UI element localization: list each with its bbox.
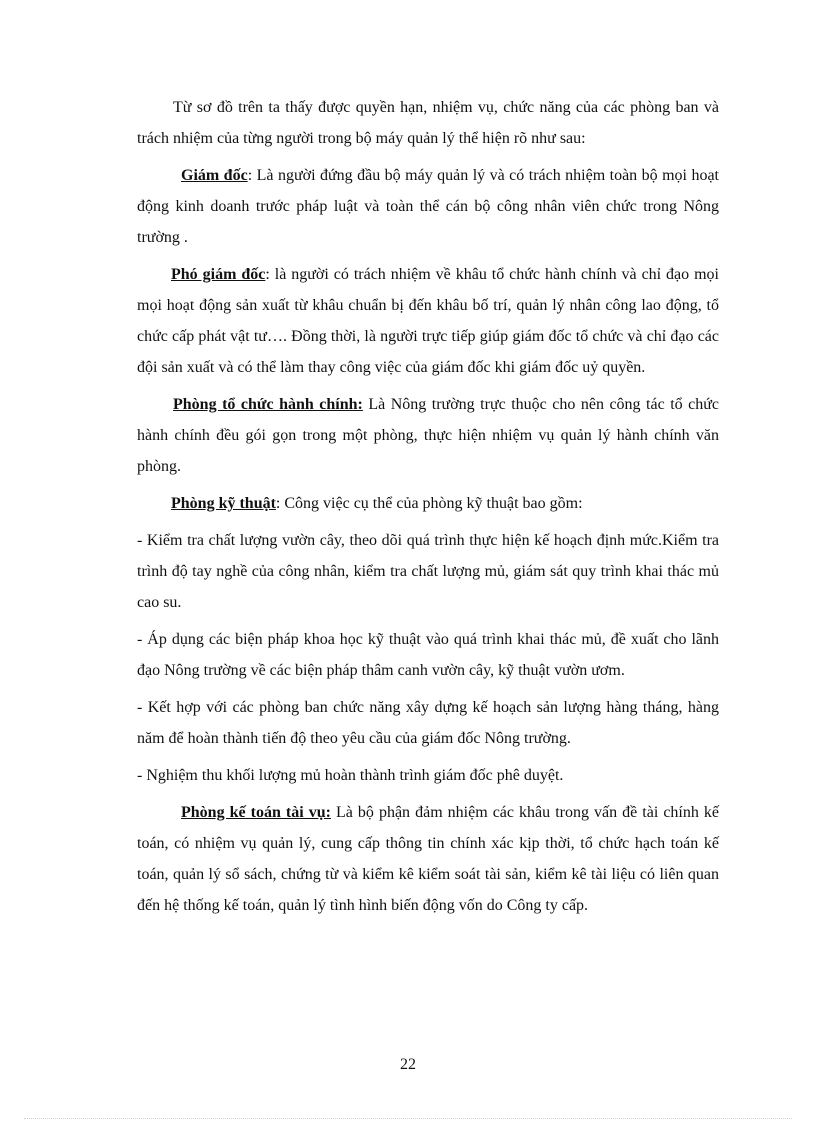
deputy-director-paragraph: [137, 259, 719, 383]
accounting-paragraph: [137, 797, 719, 921]
intro-paragraph: Từ sơ đồ trên ta thấy được quyền hạn, nhiệm vụ, chức năng của các phòng ban và trách nhiệm của từng người trong bộ máy quản lý thể hiện rõ như sau:: [137, 99, 719, 147]
director-separator: :: [247, 167, 257, 184]
technical-task-3: - Kết hợp với các phòng ban chức năng xây dựng kế hoạch sản lượng hàng tháng, hàng năm để hoàn thành tiến độ theo yêu cầu của giám đốc Nông trường.: [137, 699, 719, 747]
technical-task-1: - Kiểm tra chất lượng vườn cây, theo dõi quá trình thực hiện kế hoạch định mức.Kiểm tra trình độ tay nghề của công nhân, kiểm tra chất lượng mủ, giám sát quy trình khai thác mủ cao su.: [137, 532, 719, 611]
administration-body: Là Nông trường trực thuộc cho nên công tác tổ chức hành chính đều gói gọn trong một phòng, thực hiện nhiệm vụ quản lý hành chính văn phòng.: [137, 396, 720, 475]
deputy-director-body: là người có trách nhiệm về khâu tổ chức hành chính và chỉ đạo mọi mọi hoạt động sản xuất từ khâu chuẩn bị đến khâu bố trí, quản lý nhân công lao động, tổ chức cấp phát vật tư…. Đồng thời, là người trực tiếp giúp giám đốc tổ chức và chỉ đạo các đội sản xuất và có thể làm thay công việc của giám đốc khi giám đốc uỷ quyền.: [137, 266, 719, 376]
technical-task-2: - Áp dụng các biện pháp khoa học kỹ thuật vào quá trình khai thác mủ, đề xuất cho lãnh đạo Nông trường về các biện pháp thâm canh vườn cây, kỹ thuật vườn ươm.: [137, 631, 719, 679]
accounting-body: Là bộ phận đảm nhiệm các khâu trong vấn đề tài chính kế toán, có nhiệm vụ quản lý, cung cấp thông tin chính xác kịp thời, tổ chức hạch toán kế toán, quản lý sổ sách, chứng từ và kiểm kê kiểm soát tài sản, kiểm kê tài liệu có liên quan đến hệ thống kế toán, quản lý tình hình biến động vốn do Công ty cấp.: [137, 804, 720, 914]
administration-heading: Phòng tổ chức hành chính:: [173, 396, 363, 413]
administration-paragraph: [137, 389, 719, 482]
deputy-director-heading: Phó giám đốc: [171, 266, 266, 283]
technical-task-4: - Nghiệm thu khối lượng mủ hoàn thành trình giám đốc phê duyệt.: [137, 767, 564, 784]
deputy-director-separator: :: [265, 266, 275, 283]
document-page: [137, 92, 719, 927]
page-number: 22: [400, 1056, 416, 1073]
page-bottom-divider: [24, 1118, 792, 1119]
technical-separator: :: [275, 495, 285, 512]
director-heading: Giám đốc: [181, 167, 248, 184]
technical-body: Công việc cụ thể của phòng kỹ thuật bao gồm:: [284, 495, 583, 512]
technical-paragraph: [137, 488, 719, 519]
accounting-heading: Phòng kế toán tài vụ:: [181, 804, 331, 821]
director-body: Là người đứng đầu bộ máy quản lý và có trách nhiệm toàn bộ mọi hoạt động kinh doanh trước pháp luật và toàn thể cán bộ công nhân viên chức trong Nông trường .: [137, 167, 720, 246]
director-paragraph: [137, 160, 719, 253]
technical-heading: Phòng kỹ thuật: [171, 495, 276, 512]
